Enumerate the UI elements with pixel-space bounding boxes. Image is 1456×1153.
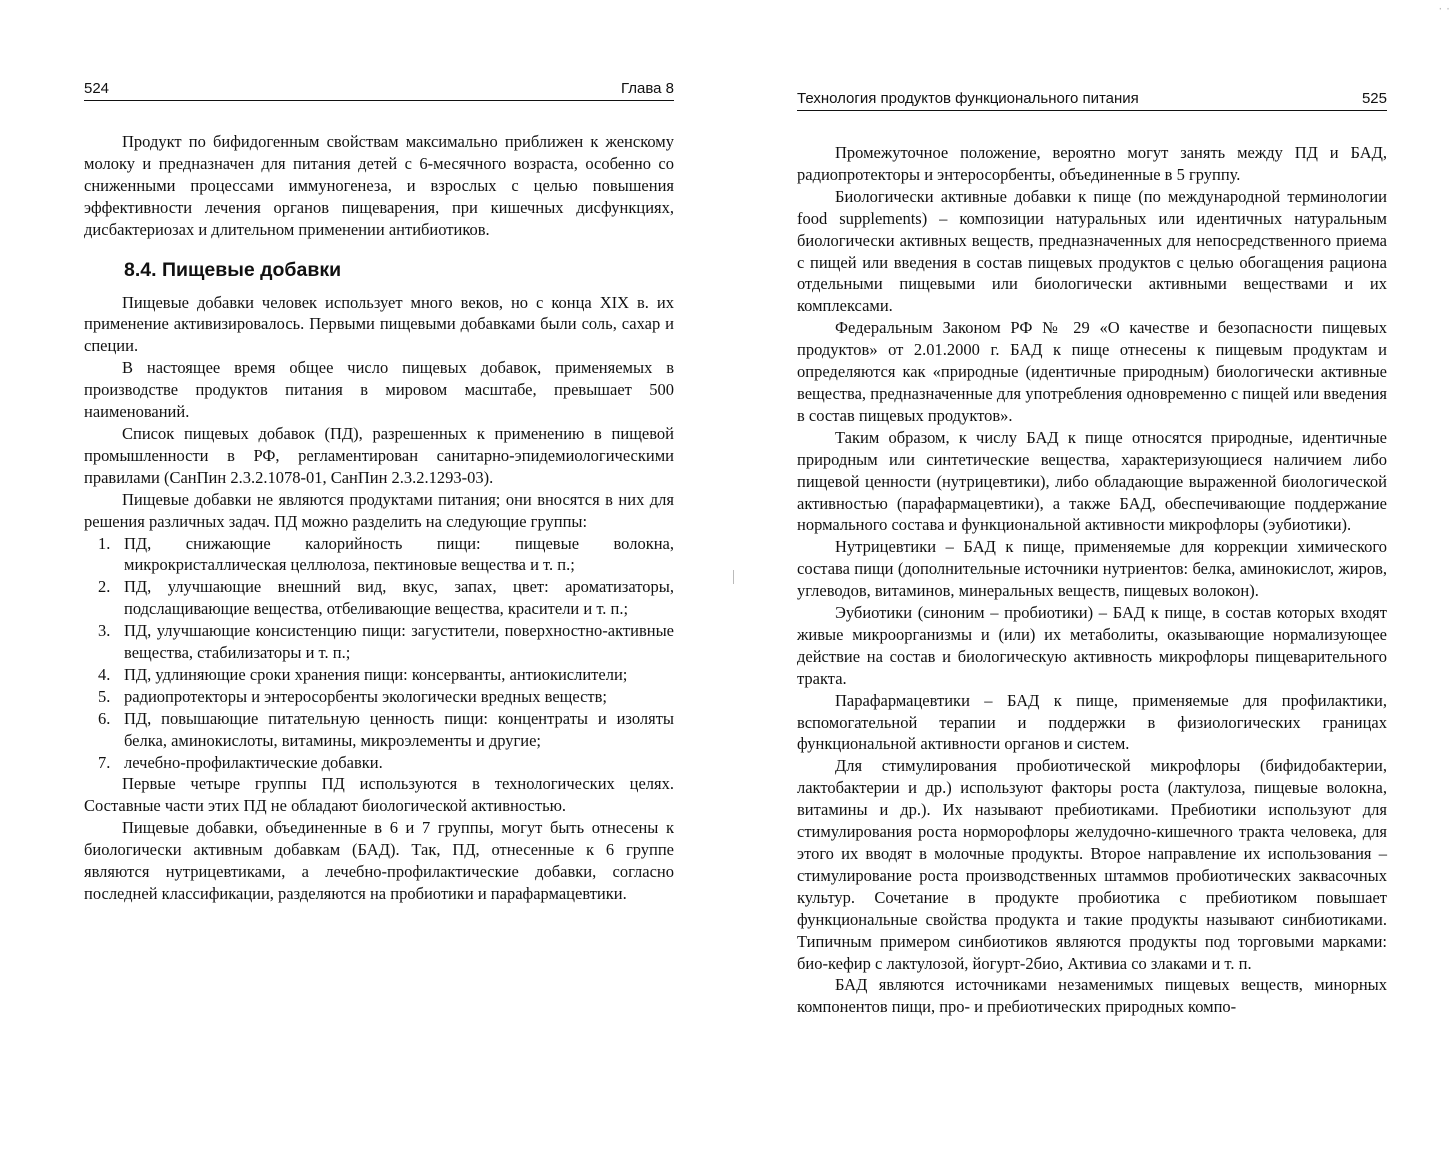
- list-number: 7.: [98, 752, 111, 772]
- corner-mark: · ·: [1438, 2, 1450, 16]
- page-body: [797, 142, 1387, 1018]
- paragraph: Список пищевых добавок (ПД), разрешенных к применению в пищевой промышленности в РФ, регламентирован санитарно-эпидемиологическими правилами (СанПин 2.3.2.1078-01, СанПин 2.3.2.1293-03).: [84, 423, 674, 487]
- list-item-text: ПД, удлиняющие сроки хранения пищи: консерванты, антиокислители;: [124, 664, 628, 684]
- list-number: 3.: [98, 621, 111, 641]
- list-number: 6.: [98, 708, 111, 728]
- list-item: [84, 576, 674, 620]
- list-item: [84, 708, 674, 752]
- paragraph: Федеральным Законом РФ № 29 «О качестве и безопасности пищевых продуктов» от 2.01.2000 г. БАД к пище отнесены к пищевым продуктам и определяются как «природные (идентичные природным) биологически активные вещества, предназначенные для употребления одновременно с пищей или введения в состав пищевых продуктов».: [797, 318, 1387, 425]
- paragraph: Пищевые добавки не являются продуктами питания; они вносятся в них для решения различных задач. ПД можно разделить на следующие группы:: [84, 489, 674, 531]
- chapter-title: Технология продуктов функционального питания: [797, 90, 1139, 107]
- paragraph: Промежуточное положение, вероятно могут занять между ПД и БАД, радиопротекторы и энтеросорбенты, объединенные в 5 группу.: [797, 143, 1387, 184]
- numbered-list: [84, 533, 674, 774]
- paragraph: В настоящее время общее число пищевых добавок, применяемых в производстве продуктов питания в мировом масштабе, превышает 500 наименований.: [84, 358, 674, 422]
- paragraph: Для стимулирования пробиотической микрофлоры (бифидобактерии, лактобактерии и др.) используют факторы роста (лактулоза, пищевые волокна, витамины и др.). Их называют пребиотиками. Пребиотики используют для стимулирования роста норморофлоры желудочно-кишечного тракта человека, для этого их вводят в молочные продукты. Второе направление их использования – стимулирование роста производственных штаммов пробиотических заквасочных культур. Сочетание в продукте пробиотика с пребиотиком повышает функциональные свойства продукта и такие продукты называют синбиотиками. Типичным примером синбиотиков являются продукты под торговыми марками: био-кефир с лактулозой, йогурт-2био, Активиа со злаками и т. п.: [797, 756, 1387, 973]
- running-head: [84, 78, 674, 101]
- paragraph: Пищевые добавки человек использует много веков, но с конца XIX в. их применение активизировалось. Первыми пищевыми добавками были соль, сахар и специи.: [84, 292, 674, 356]
- list-item: [84, 752, 674, 774]
- list-item-text: ПД, улучшающие внешний вид, вкус, запах, цвет: ароматизаторы, подслащивающие вещества, отбеливающие вещества, красители и т. п.;: [124, 577, 674, 619]
- paragraph: Парафармацевтики – БАД к пище, применяемые для профилактики, вспомогательной терапии и поддержки в физиологических границах функциональной активности органов и систем.: [797, 690, 1387, 754]
- paragraph: БАД являются источниками незаменимых пищевых веществ, минорных компонентов пищи, про- и пребиотических природных компо-: [797, 975, 1387, 1017]
- list-item-text: радиопротекторы и энтеросорбенты экологически вредных веществ;: [124, 686, 607, 706]
- paragraph: Первые четыре группы ПД используются в технологических целях. Составные части этих ПД не обладают биологической активностью.: [84, 774, 674, 816]
- page-number: 524: [84, 80, 110, 97]
- list-item: [84, 533, 674, 577]
- list-item: [84, 620, 674, 664]
- list-number: 5.: [98, 686, 111, 706]
- page-body: [84, 131, 674, 905]
- section-heading: 8.4. Пищевые добавки: [124, 258, 342, 281]
- list-number: 2.: [98, 577, 111, 597]
- list-item-text: ПД, улучшающие консистенцию пищи: загустители, поверхностно-активные вещества, стабилизаторы и т. п.;: [124, 621, 674, 663]
- paragraph: Таким образом, к числу БАД к пище относятся природные, идентичные природным или синтетические вещества, характеризующиеся наличием либо пищевой ценности (нутрицевтики), либо обладающие выраженной биологической активностью (парафармацевтики), а также БАД, обеспечивающие поддержание нормального состава и функциональной активности микрофлоры (эубиотики).: [797, 427, 1387, 535]
- list-number: 1.: [98, 533, 111, 553]
- list-number: 4.: [98, 664, 111, 684]
- paragraph: Пищевые добавки, объединенные в 6 и 7 группы, могут быть отнесены к биологически активным добавкам (БАД). Так, ПД, отнесенные к 6 группе являются нутрицевтиками, а лечебно-профилактические добавки, согласно последней классификации, разделяются на пробиотики и парафармацевтики.: [84, 818, 674, 903]
- paragraph: Эубиотики (синоним – пробиотики) – БАД к пище, в состав которых входят живые микроорганизмы и (или) их метаболиты, оказывающие нормализующее действие на состав и биологическую активность микрофлоры пищеварительного тракта.: [797, 603, 1387, 688]
- list-item: [84, 664, 674, 686]
- list-item-text: лечебно-профилактические добавки.: [124, 752, 383, 772]
- chapter-title: Глава 8: [620, 80, 674, 97]
- list-item: [84, 686, 674, 708]
- paragraph: Биологически активные добавки к пище (по международной терминологии food supplements) – композиции натуральных или идентичных натуральным биологически активных веществ, предназначенных для непосредственного приема с пищей или введения в состав пищевых продуктов с целью обогащения рациона отдельными пищевыми или биологически активными веществами и их комплексами.: [797, 186, 1387, 316]
- page-number: 525: [1361, 90, 1387, 107]
- paragraph: Нутрицевтики – БАД к пище, применяемые для коррекции химического состава пищи (дополнительные источники нутриентов: белка, аминокислот, жиров, углеводов, витаминов, минеральных веществ, пищевых волокон).: [797, 537, 1387, 601]
- running-head: [797, 88, 1387, 111]
- gutter-mark: [733, 570, 734, 584]
- paragraph: Продукт по бифидогенным свойствам максимально приближен к женскому молоку и предназначен для питания детей с 6-месячного возраста, особенно со сниженными процессами иммуногенеза, и взрослых с целью повышения эффективности лечения органов пищеварения, при кишечных дисфункциях, дисбактериозах и длительном применении антибиотиков.: [84, 132, 674, 239]
- list-item-text: ПД, повышающие питательную ценность пищи: концентраты и изоляты белка, аминокислоты, витамины, микроэлементы и другие;: [124, 708, 674, 750]
- list-item-text: ПД, снижающие калорийность пищи: пищевые волокна, микрокристаллическая целлюлоза, пектиновые вещества и т. п.;: [124, 533, 674, 575]
